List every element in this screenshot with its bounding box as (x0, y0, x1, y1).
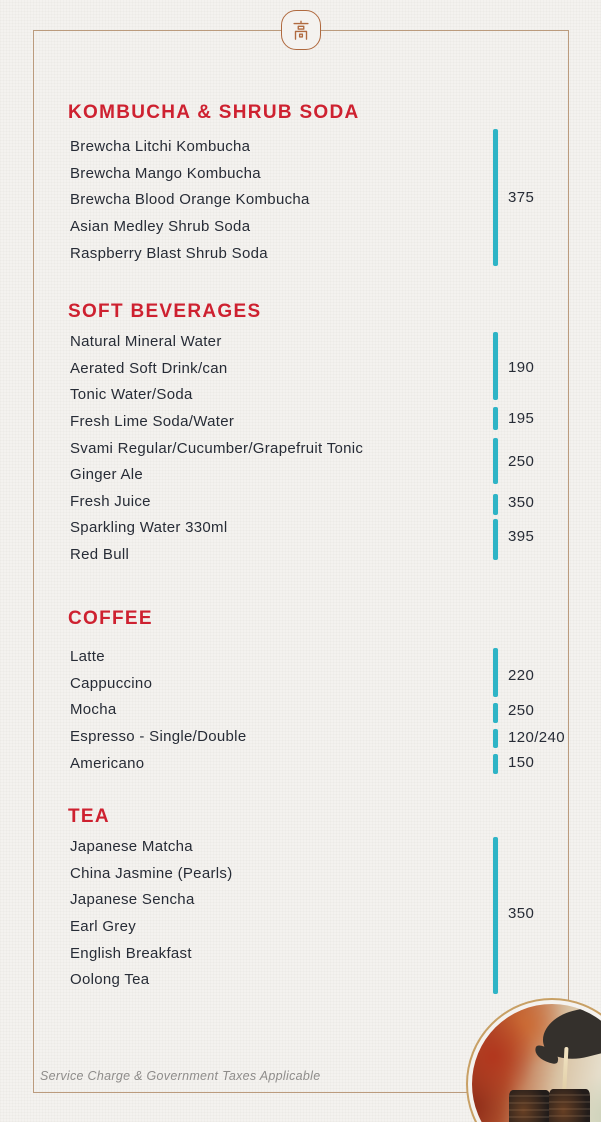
menu-item: Fresh Lime Soda/Water (70, 412, 235, 430)
price-value: 395 (508, 528, 535, 545)
price-value: 220 (508, 667, 535, 684)
price-bracket-bar (493, 332, 498, 400)
tea-photo (472, 1004, 601, 1122)
menu-item: Oolong Tea (70, 971, 150, 989)
menu-item: Red Bull (70, 546, 130, 564)
menu-item: Brewcha Blood Orange Kombucha (70, 191, 310, 209)
price-value: 150 (508, 754, 535, 771)
price-value: 195 (508, 410, 535, 427)
price-bracket-bar (493, 703, 498, 723)
menu-item: Mocha (70, 701, 117, 719)
price-bracket-bar (493, 407, 498, 430)
menu-item: Cappuccino (70, 674, 153, 692)
price-bracket-bar (493, 438, 498, 484)
tea-photo-ring (466, 998, 601, 1122)
menu-item: Fresh Juice (70, 492, 151, 510)
menu-item: Japanese Sencha (70, 891, 195, 909)
menu-item: Brewcha Mango Kombucha (70, 164, 261, 182)
price-value: 250 (508, 702, 535, 719)
menu-item: Raspberry Blast Shrub Soda (70, 244, 268, 262)
seal-icon (281, 10, 321, 50)
section-title: COFFEE (68, 608, 153, 629)
menu-item: Svami Regular/Cucumber/Grapefruit Tonic (70, 439, 364, 457)
price-value: 375 (508, 189, 535, 206)
footer-note: Service Charge & Government Taxes Applicable (40, 1069, 321, 1083)
price-bracket-bar (493, 729, 498, 748)
tea-cup (509, 1090, 551, 1122)
item-list (70, 834, 233, 994)
section-title: TEA (68, 806, 110, 827)
price-bracket-bar (493, 494, 498, 515)
menu-item: Ginger Ale (70, 466, 144, 484)
menu-item: Earl Grey (70, 917, 137, 935)
menu-item: Asian Medley Shrub Soda (70, 217, 251, 235)
price-value: 350 (508, 905, 535, 922)
item-list (70, 329, 363, 569)
cup-highlight (549, 1089, 591, 1122)
menu-item: China Jasmine (Pearls) (70, 864, 233, 882)
item-list (70, 134, 310, 267)
price-bracket-bar (493, 754, 498, 774)
section-title: SOFT BEVERAGES (68, 301, 262, 322)
section-title: KOMBUCHA & SHRUB SODA (68, 102, 360, 123)
menu-item: Sparkling Water 330ml (70, 519, 228, 537)
tea-cup (549, 1089, 591, 1122)
price-value: 120/240 (508, 729, 566, 746)
cup-highlight (509, 1090, 551, 1122)
menu-item: Americano (70, 754, 145, 772)
menu-item: Aerated Soft Drink/can (70, 359, 228, 377)
menu-item: Brewcha Litchi Kombucha (70, 138, 251, 155)
price-bracket-bar (493, 648, 498, 697)
price-value: 250 (508, 453, 535, 470)
menu-item: English Breakfast (70, 944, 192, 962)
menu-item: Natural Mineral Water (70, 333, 222, 350)
price-bracket-bar (493, 519, 498, 560)
menu-item: Espresso - Single/Double (70, 727, 247, 745)
price-bracket-bar (493, 837, 498, 994)
menu-item: Latte (70, 648, 105, 665)
price-value: 190 (508, 359, 535, 376)
price-bracket-bar (493, 129, 498, 266)
menu-item: Tonic Water/Soda (70, 386, 193, 404)
item-list (70, 644, 246, 777)
menu-item: Japanese Matcha (70, 838, 193, 855)
price-value: 350 (508, 494, 535, 511)
